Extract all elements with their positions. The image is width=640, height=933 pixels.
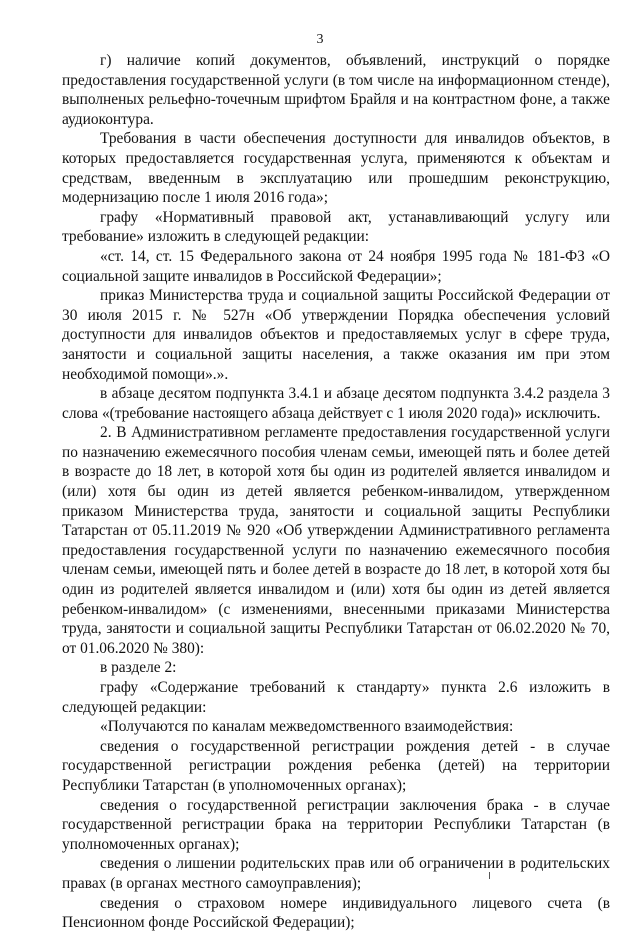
paragraph-interagency-channels: «Получаются по каналам межведомственного взаимодействия:	[100, 718, 514, 736]
paragraph-accessibility-requirements: Требования в части обеспечения доступности для инвалидов объектов, в которых предоставляется государственная услуга, применяются к объектам и средствам, введенным в эксплуатацию или прошедшим реконструкцию, модернизацию после 1 июля 2016 года»;	[62, 130, 610, 207]
paragraph-section-3-exclusion: в абзаце десятом подпункта 3.4.1 и абзаце десятом подпункта 3.4.2 раздела 3 слова «(требование настоящего абзаца действует с 1 июля 2020 года)» исключить.	[62, 385, 610, 422]
paragraph-federal-law-reference: «ст. 14, ст. 15 Федерального закона от 24 ноября 1995 года № 181-ФЗ «О социальной защите инвалидов в Российской Федерации»;	[62, 247, 610, 285]
paragraph-parental-rights: сведения о лишении родительских прав или об ограничении в родительских правах (в органах местного самоуправления);	[62, 855, 610, 892]
paragraph-standard-content-column: графу «Содержание требований к стандарту» пункта 2.6 изложить в следующей редакции:	[62, 679, 610, 716]
scan-mark	[489, 872, 490, 879]
paragraph-item-2-regulation: 2. В Административном регламенте предоставления государственной услуги по назначению ежемесячного пособия членам семьи, имеющей пять и более детей в возрасте до 18 лет, в которой хотя бы один из родителей является инвалидом и (или) хотя бы один из детей является ребенком-инвалидом, утвержденном приказом Министерства труда, занятости и социальной защиты Республики Татарстан от 05.11.2019 № 920 «Об утверждении Административного регламента предоставления государственной услуги по назначению ежемесячного пособия членам семьи, имеющей пять и более детей в возрасте до 18 лет, в которой хотя бы один из родителей является инвалидом и (или) хотя бы один из детей является ребенком-инвалидом» (с изменениями, внесенными приказами Министерства труда, занятости и социальной защиты Республики Татарстан от 06.02.2020 № 70, от 01.06.2020 № 380):	[62, 424, 610, 657]
paragraph-insurance-number: сведения о страховом номере индивидуального лицевого счета (в Пенсионном фонде Российской Федерации);	[62, 894, 610, 932]
paragraph-normative-act-column: графу «Нормативный правовой акт, устанавливающий услугу или требование» изложить в следующей редакции:	[62, 208, 610, 246]
paragraph-item-g: г) наличие копий документов, объявлений, инструкций о порядке предоставления государственной услуги (в том числе на информационном стенде), выполненых рельефно-точечным шрифтом Брайля и на контрастном фоне, а также аудиоконтура.	[62, 52, 610, 128]
paragraph-marriage-registration: сведения о государственной регистрации заключения брака - в случае государственной регистрации брака на территории Республики Татарстан (в уполномоченных органах);	[62, 796, 610, 853]
paragraph-section-2: в разделе 2:	[100, 659, 177, 677]
page-number: 3	[316, 32, 324, 47]
paragraph-ministry-order-527n: приказ Министерства труда и социальной защиты Российской Федерации от 30 июля 2015 г. № 527н «Об утверждении Порядка обеспечения условий доступности для инвалидов объектов и предоставляемых услуг в сфере труда, занятости и социальной защиты населения, а также оказания им при этом необходимой помощи».».	[62, 287, 610, 383]
document-body	[62, 51, 610, 933]
paragraph-birth-registration: сведения о государственной регистрации рождения детей - в случае государственной регистрации рождения ребенка (детей) на территории Республики Татарстан (в уполномоченных органах);	[62, 737, 610, 794]
